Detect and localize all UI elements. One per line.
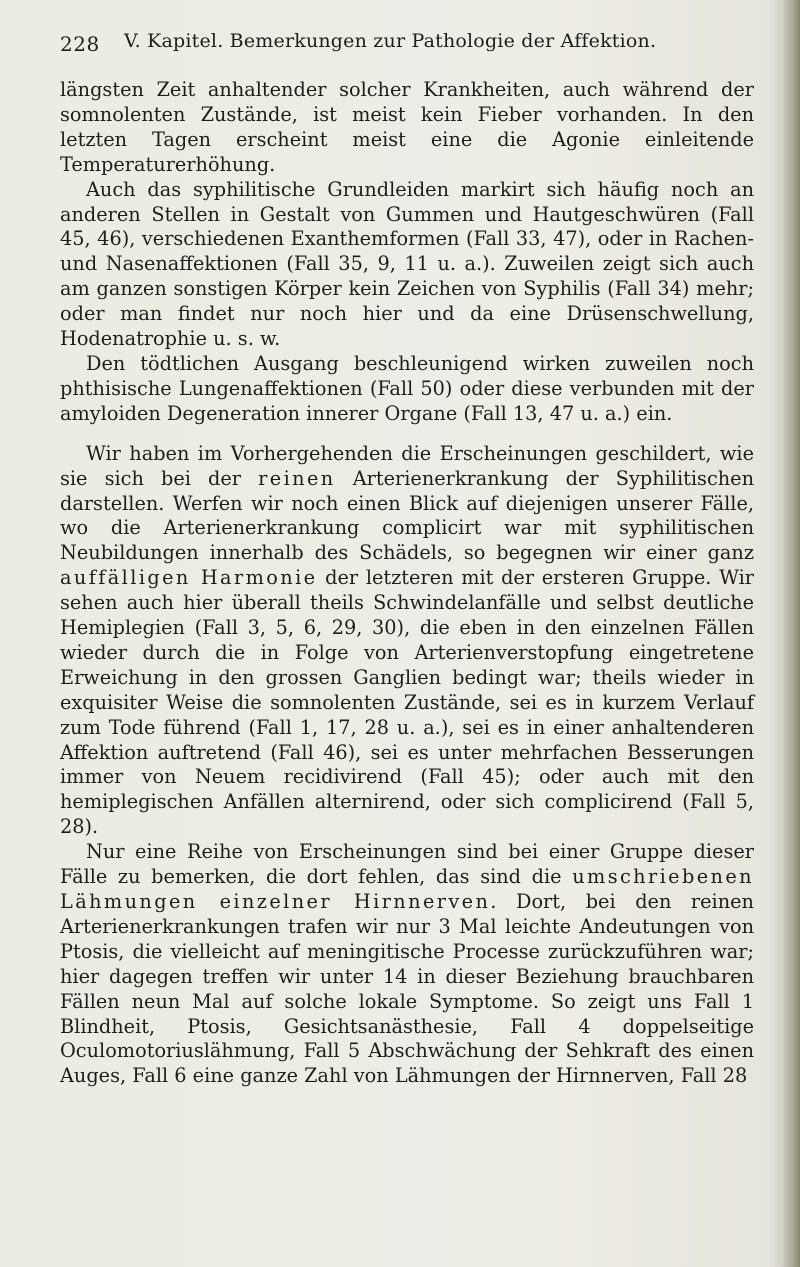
- paragraph-text: Den tödtlichen Ausgang beschleunigend wirken zuweilen noch phthisische Lungenaffektionen (Fall 50) oder diese verbunden mit der amyloiden Degeneration innerer Organe (Fall 13, 47 u. a.) ein.: [60, 351, 754, 425]
- paragraph-text: Auch das syphilitische Grundleiden markirt sich häufig noch an anderen Stellen in Gestalt von Gummen und Hautgeschwüren (Fall 45, 46), verschiedenen Exanthemformen (Fall 33, 47), oder in Rachen- und Nasenaffektionen (Fall 35, 9, 11 u. a.). Zuweilen zeigt sich auch am ganzen sonstigen Körper kein Zeichen von Syphilis (Fall 34) mehr; oder man findet nur noch hier und da eine Drüsenschwellung, Hodenatrophie u. s. w.: [60, 177, 754, 351]
- running-head: V. Kapitel. Bemerkungen zur Pathologie der Affektion.: [124, 30, 657, 52]
- paragraph-text: der letzteren mit der ersteren Gruppe. Wir sehen auch hier überall theils Schwindelanfälle und selbst deutliche Hemiplegien (Fall 3, 5, 6, 29, 30), die eben in den einzelnen Fällen wieder durch die in Folge von Arterienverstopfung eingetretene Erweichung in den grossen Ganglien bedingt war; theils wieder in exquisiter Weise die somnolenten Zustände, sei es in kurzem Verlauf zum Tode führend (Fall 1, 17, 28 u. a.), sei es in einer anhaltenderen Affektion auftretend (Fall 46), sei es unter mehrfachen Besserungen immer von Neuem recidivirend (Fall 45); oder auch mit den hemiplegischen Anfällen alternirend, oder sich complicirend (Fall 5, 28).: [60, 566, 754, 839]
- paragraph-1: [60, 78, 754, 178]
- paragraph-2: [60, 178, 754, 352]
- paragraph-4: [60, 442, 754, 841]
- page-number: 228: [60, 32, 100, 56]
- paragraph-text: . Dort, bei den reinen Arterienerkrankungen trafen wir nur 3 Mal leichte Andeutungen von Ptosis, die vielleicht auf meningitische Processe zurückzuführen war; hier dagegen treffen wir unter 14 in dieser Beziehung brauchbaren Fällen neun Mal auf solche lokale Symptome. So zeigt uns Fall 1 Blindheit, Ptosis, Gesichtsanästhesie, Fall 4 doppelseitige Oculomotoriuslähmung, Fall 5 Abschwächung der Sehkraft des einen Auges, Fall 6 eine ganze Zahl von Lähmungen der Hirnnerven, Fall 28: [60, 890, 754, 1088]
- paragraph-text: Arterienerkrankung der Syphilitischen darstellen. Werfen wir noch einen Blick auf diejenigen unserer Fälle, wo die Arterienerkrankung complicirt war mit syphilitischen Neubildungen innerhalb des Schädels, so begegnen wir einer ganz: [60, 466, 754, 565]
- page-header: [60, 16, 760, 56]
- emphasis-text: umschriebenen Lähmungen einzelner Hirnnerven: [60, 865, 754, 913]
- emphasis-text: auffälligen Harmonie: [60, 566, 318, 590]
- page-edge-shadow: [782, 0, 800, 1267]
- paragraph-3: [60, 352, 754, 427]
- paragraph-text: Nur eine Reihe von Erscheinungen sind bei einer Gruppe dieser Fälle zu bemerken, die dort fehlen, das sind die: [60, 840, 754, 889]
- body-text: [60, 78, 754, 1089]
- emphasis-text: reinen: [258, 466, 336, 490]
- paragraph-text: längsten Zeit anhaltender solcher Krankheiten, auch während der somnolenten Zustände, ist meist kein Fieber vorhanden. In den letzten Tagen erscheint meist eine die Agonie einleitende Temperaturerhöhung.: [60, 78, 754, 176]
- paragraph-text: Wir haben im Vorhergehenden die Erscheinungen geschildert, wie sie sich bei der: [60, 441, 754, 490]
- paragraph-5: [60, 840, 754, 1089]
